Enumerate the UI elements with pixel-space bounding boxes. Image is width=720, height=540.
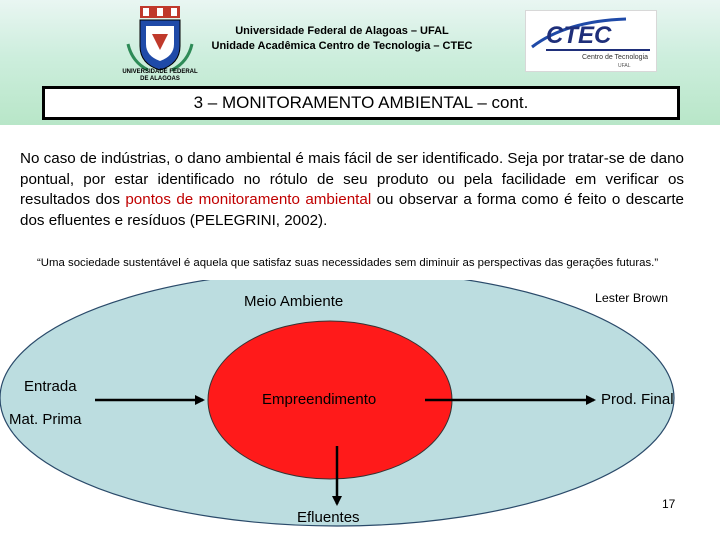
institution-line-1: Universidade Federal de Alagoas – UFAL xyxy=(235,25,449,37)
body-paragraph-start: No caso de indústrias, o dano ambiental é mais fácil de ser identificado. Seja por tratar-se de dano pontual, por estar identificado no rótulo de seu produto ou pela facilidade em verificar os resultados dos xyxy=(20,150,684,209)
ufal-logo-caption xyxy=(112,69,208,83)
ctec-logo-text: CTEC xyxy=(546,22,612,49)
quote-author: Lester Brown xyxy=(595,291,669,305)
label-efluentes: Efluentes xyxy=(297,509,360,526)
slide-title xyxy=(42,86,680,120)
label-empreendimento: Empreendimento xyxy=(262,391,377,408)
institution-header xyxy=(190,24,494,54)
institution-line-2: Unidade Acadêmica Centro de Tecnologia – CTEC xyxy=(211,40,473,52)
ufal-caption-line-1: UNIVERSIDADE FEDERAL xyxy=(122,69,198,75)
label-prod-final: Prod. Final xyxy=(601,391,674,408)
slide-title-text: 3 – MONITORAMENTO AMBIENTAL – cont. xyxy=(193,93,529,112)
ctec-logo-subtext: Centro de Tecnologia xyxy=(582,54,649,61)
ctec-logo-small: UFAL xyxy=(618,63,631,69)
ufal-caption-line-2: DE ALAGOAS xyxy=(140,76,180,82)
body-paragraph-end: ou observar a forma como é feito o descarte dos efluentes e resíduos (PELEGRINI, 2002). xyxy=(20,191,685,229)
quote-text: “Uma sociedade sustentável é aquela que satisfaz suas necessidades sem diminuir as perspectivas das gerações futuras.” xyxy=(37,257,659,269)
body-paragraph-highlight: pontos de monitoramento ambiental xyxy=(125,191,372,209)
ctec-logo xyxy=(525,10,657,72)
body-paragraph xyxy=(20,149,684,231)
label-meio-ambiente: Meio Ambiente xyxy=(244,293,344,310)
environment-diagram xyxy=(0,280,720,540)
label-entrada: Entrada xyxy=(24,378,77,395)
label-mat-prima: Mat. Prima xyxy=(9,411,82,428)
page-number: 17 xyxy=(662,497,676,511)
